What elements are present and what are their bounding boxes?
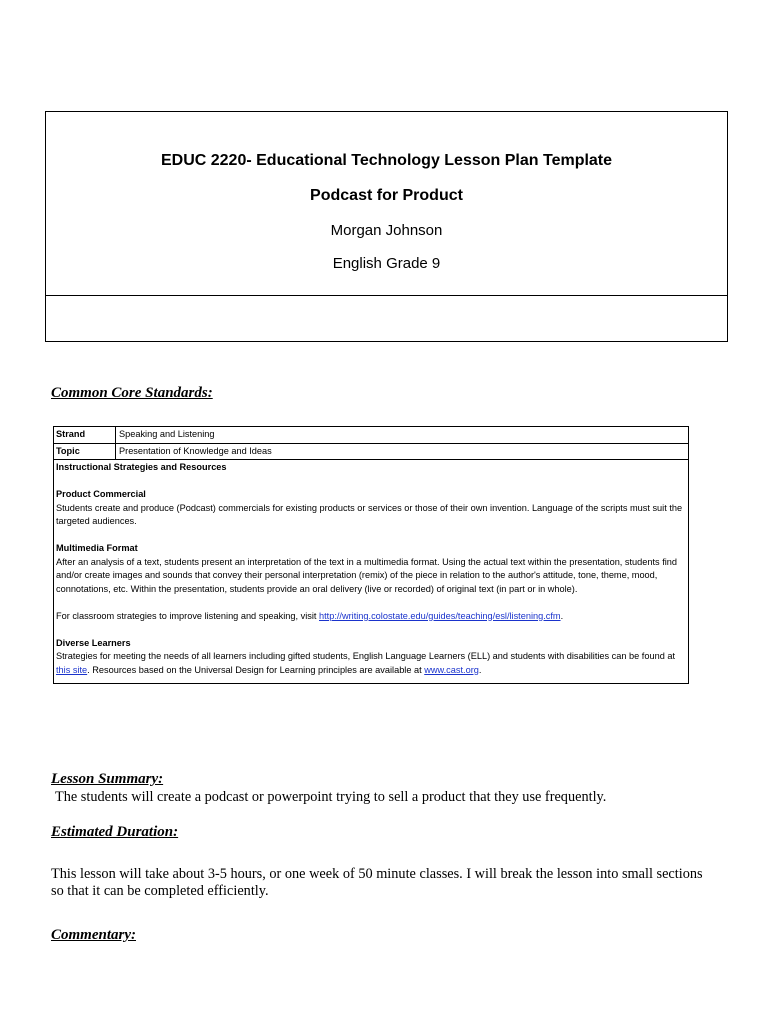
strategies-heading: Instructional Strategies and Resources <box>56 462 227 472</box>
strand-row <box>54 427 688 444</box>
product-commercial-text: Students create and produce (Podcast) commercials for existing products or services or those of their own invention. Language of the scripts must suit the targeted audiences. <box>56 502 683 526</box>
product-commercial-heading: Product Commercial <box>56 489 146 499</box>
lesson-title: Podcast for Product <box>310 187 463 204</box>
diverse-learners-text-2: . Resources based on the Universal Design for Learning principles are available at <box>87 664 422 675</box>
author-name: Morgan Johnson <box>330 222 443 239</box>
estimated-duration-text: This lesson will take about 3-5 hours, or one week of 50 minute classes. I will break the lesson into small sections so that it can be completed efficiently. <box>51 866 703 899</box>
diverse-learners-text <box>56 650 686 677</box>
strand-value: Speaking and Listening <box>119 429 215 439</box>
header-title-cell <box>46 112 727 296</box>
document-title: EDUC 2220- Educational Technology Lesson Plan Template <box>160 152 613 169</box>
diverse-learners-end: . <box>478 664 482 675</box>
common-core-heading: Common Core Standards: <box>51 385 213 401</box>
this-site-link[interactable]: this site <box>56 664 88 675</box>
listening-link[interactable]: http://writing.colostate.edu/guides/teaching/esl/listening.cfm <box>319 610 561 621</box>
classroom-strategies-end: . <box>560 610 564 621</box>
classroom-strategies-text <box>56 610 686 624</box>
classroom-strategies-label: For classroom strategies to improve listening and speaking, visit <box>56 610 317 621</box>
multimedia-format-heading: Multimedia Format <box>56 543 138 553</box>
lesson-summary-text: The students will create a podcast or powerpoint trying to sell a product that they use frequently. <box>55 789 607 805</box>
standards-table <box>53 426 689 684</box>
commentary-heading: Commentary: <box>51 927 136 943</box>
strand-label: Strand <box>54 427 116 443</box>
grade-level: English Grade 9 <box>332 255 441 272</box>
lesson-summary-heading: Lesson Summary: <box>51 771 164 787</box>
estimated-duration-heading: Estimated Duration: <box>51 824 179 840</box>
diverse-learners-text-1: Strategies for meeting the needs of all learners including gifted students, English Language Learners (ELL) and students with disabilities can be found at <box>56 651 676 661</box>
cast-link[interactable]: www.cast.org <box>424 664 479 675</box>
strategies-cell <box>54 460 688 683</box>
multimedia-format-text: After an analysis of a text, students present an interpretation of the text in a multimedia format. Using the actual text within the presentation, students find and/or create images and sounds that convey their personal interpretation (remix) of the piece in relation to the author's attitude, tone, theme, mood, connotations, etc. Within the presentation, students provide an oral delivery (live or recorded) of original text (in part or in whole). <box>56 556 678 594</box>
diverse-learners-heading: Diverse Learners <box>56 637 131 648</box>
topic-row <box>54 444 688 461</box>
topic-value: Presentation of Knowledge and Ideas <box>119 445 272 456</box>
header-box <box>45 111 728 342</box>
topic-label: Topic <box>54 444 116 460</box>
